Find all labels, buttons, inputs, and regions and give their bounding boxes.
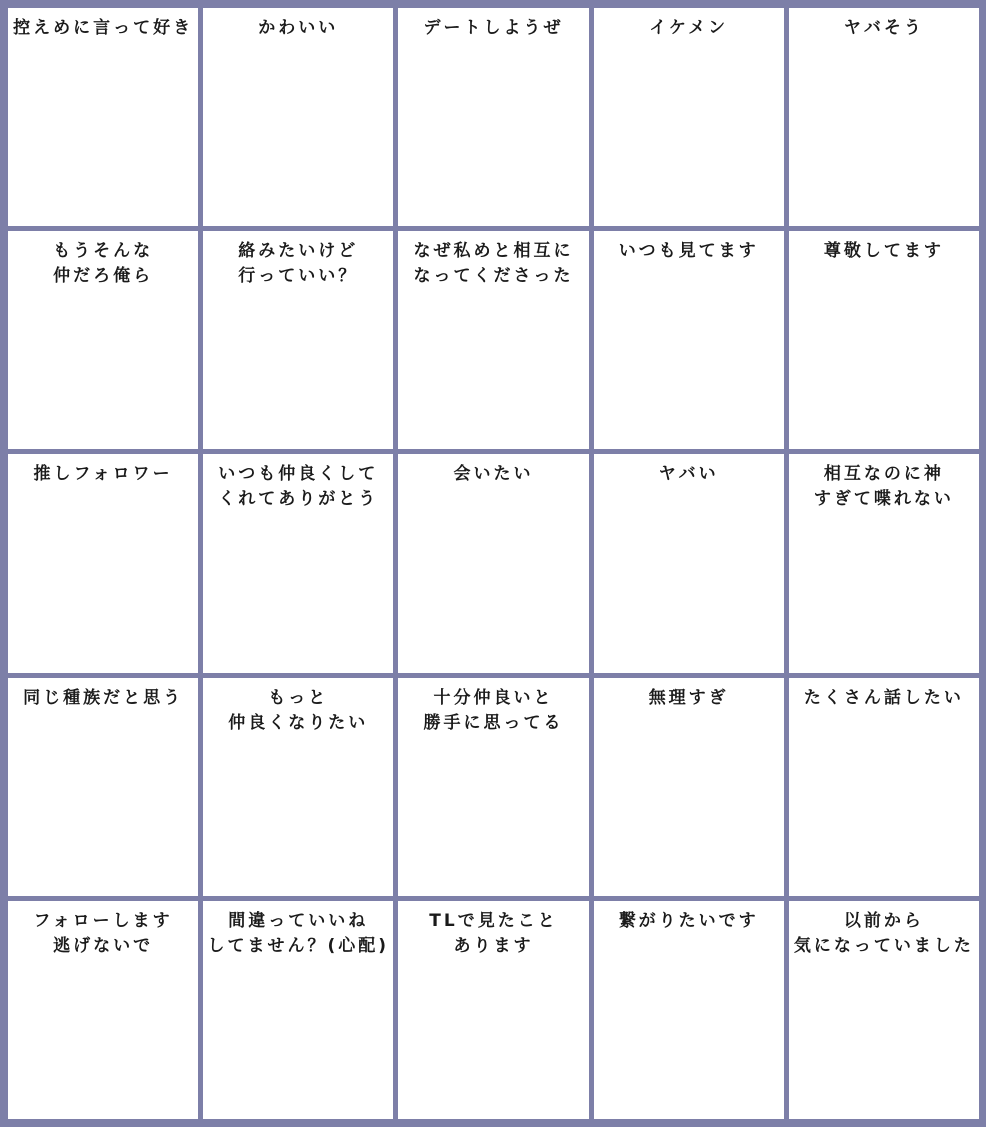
cell-label: TLで見たこと あります — [429, 910, 558, 956]
grid-cell[interactable] — [594, 454, 784, 672]
cell-label: もっと 仲良くなりたい — [228, 687, 369, 733]
cell-label: 繋がりたいです — [618, 910, 759, 931]
cell-label: いつも見てます — [618, 241, 759, 262]
grid-cell[interactable] — [594, 231, 784, 449]
cell-label: 以前から 気になっていました — [793, 910, 974, 956]
cell-label: 間違っていいね してません？(心配) — [207, 910, 390, 956]
grid-cell[interactable] — [398, 454, 588, 672]
cell-label: かわいい — [258, 18, 339, 38]
grid-cell[interactable] — [789, 8, 979, 226]
grid-cell[interactable] — [8, 231, 198, 449]
cell-label: 尊敬してます — [823, 241, 944, 262]
grid-cell[interactable] — [8, 454, 198, 672]
grid-cell[interactable] — [594, 8, 784, 226]
grid-cell[interactable] — [203, 454, 393, 672]
cell-label: もうそんな 仲だろ俺ら — [53, 241, 154, 287]
grid-cell[interactable] — [789, 231, 979, 449]
grid-cell[interactable] — [203, 901, 393, 1119]
grid-cell[interactable] — [398, 8, 588, 226]
cell-label: フォローします 逃げないで — [33, 910, 173, 956]
cell-label: 絡みたいけど 行っていい？ — [238, 241, 359, 287]
cell-label: なぜ私めと相互に なってくださった — [413, 241, 574, 287]
cell-label: 相互なのに神 すぎて喋れない — [813, 464, 954, 510]
grid-cell[interactable] — [789, 678, 979, 896]
cell-label: イケメン — [649, 18, 729, 38]
cell-label: 無理すぎ — [648, 687, 729, 708]
grid-cell[interactable] — [8, 901, 198, 1119]
cell-label: 会いたい — [453, 464, 534, 485]
grid-cell[interactable] — [594, 901, 784, 1119]
grid-cell[interactable] — [398, 231, 588, 449]
grid-cell[interactable] — [789, 454, 979, 672]
cell-label: 控えめに言って好き — [13, 18, 194, 38]
cell-label: デートしようぜ — [423, 18, 564, 38]
grid-cell[interactable] — [203, 8, 393, 226]
grid-cell[interactable] — [8, 8, 198, 226]
cell-label: 推しフォロワー — [33, 464, 173, 485]
grid-cell[interactable] — [203, 231, 393, 449]
cell-label: たくさん話したい — [803, 687, 964, 708]
cell-label: ヤバい — [658, 464, 719, 485]
grid-cell[interactable] — [398, 901, 588, 1119]
grid-cell[interactable] — [789, 901, 979, 1119]
cell-label: 同じ種族だと思う — [23, 687, 184, 708]
cell-label: 十分仲良いと 勝手に思ってる — [423, 687, 564, 733]
grid-cell[interactable] — [203, 678, 393, 896]
cell-label: いつも仲良くして くれてありがとう — [218, 464, 379, 510]
grid-cell[interactable] — [594, 678, 784, 896]
grid-cell[interactable] — [8, 678, 198, 896]
grid-cell[interactable] — [398, 678, 588, 896]
cell-label: ヤバそう — [843, 18, 924, 38]
